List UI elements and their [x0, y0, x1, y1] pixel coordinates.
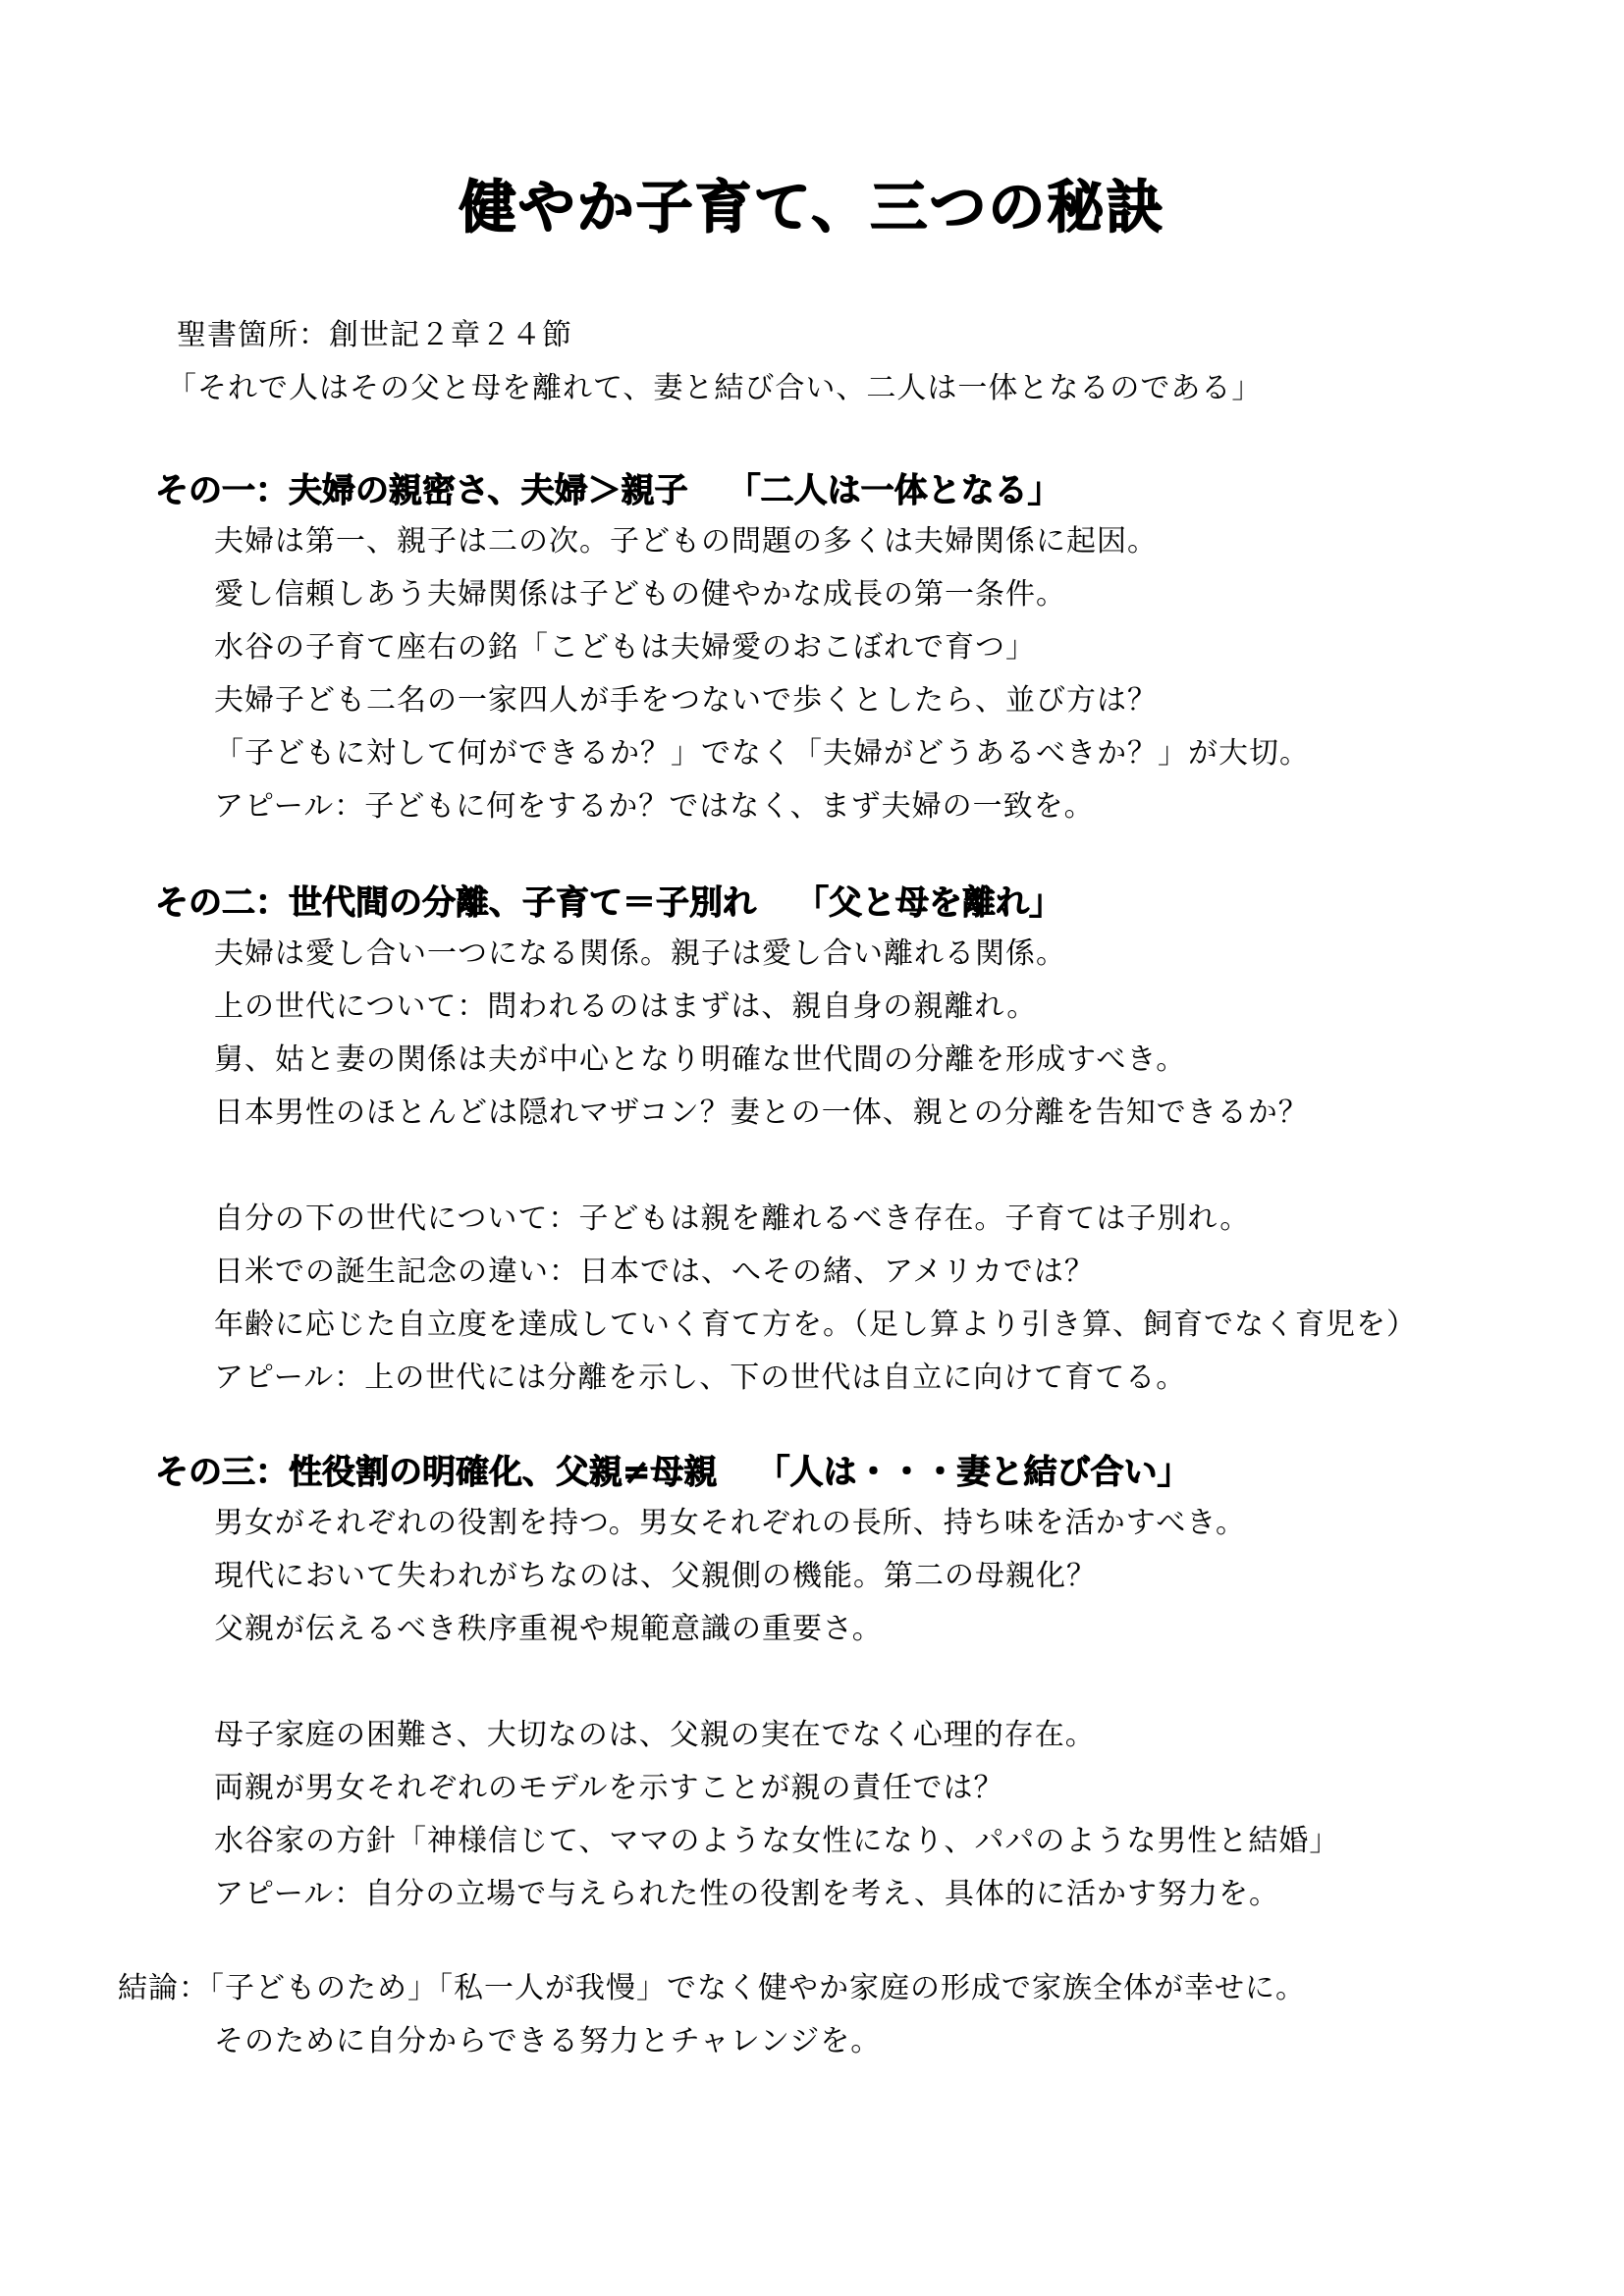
section-2-line: 年齢に応じた自立度を達成していく育て方を。（足し算より引き算、飼育でなく育児を） [214, 1308, 1417, 1342]
section-2-line: 夫婦は愛し合い一つになる関係。親子は愛し合い離れる関係。 [214, 936, 1066, 971]
section-3-line: 現代において失われがちなのは、父親側の機能。第二の母親化？ [214, 1559, 1097, 1593]
scripture-reference: 聖書箇所：創世記２章２４節 [177, 318, 572, 352]
section-3-heading-quote: 「人は・・・妻と結び合い」 [756, 1453, 1191, 1492]
section-2-line: アピール：上の世代には分離を示し、下の世代は自立に向けて育てる。 [214, 1361, 1187, 1395]
section-3-heading [155, 1451, 1191, 1494]
section-2-line: 日米での誕生記念の違い：日本では、へその緒、アメリカでは？ [214, 1255, 1095, 1289]
section-3-line: 両親が男女それぞれのモデルを示すことが親の責任では？ [214, 1771, 1004, 1805]
section-1-heading-text: その一：夫婦の親密さ、夫婦＞親子 [155, 471, 688, 510]
section-2-heading-text: その二：世代間の分離、子育て＝子別れ [155, 883, 756, 923]
section-3-line: 母子家庭の困難さ、大切なのは、父親の実在でなく心理的存在。 [214, 1718, 1096, 1752]
section-2-line: 日本男性のほとんどは隠れマザコン？妻との一体、親との分離を告知できるか？ [214, 1095, 1309, 1130]
page-title: 健やか子育て、三つの秘訣 [459, 174, 1165, 240]
section-2-line: 上の世代について：問われるのはまずは、親自身の親離れ。 [214, 989, 1038, 1024]
scripture-quote: 「それで人はその父と母を離れて、妻と結び合い、二人は一体となるのである」 [167, 371, 1263, 405]
section-1-line: 「子どもに対して何ができるか？」でなく「夫婦がどうあるべきか？」が大切。 [214, 736, 1310, 771]
section-3-line: 男女がそれぞれの役割を持つ。男女それぞれの長所、持ち味を活かすべき。 [214, 1506, 1246, 1540]
conclusion-line-1: 結論：「子どものため」「私一人が我慢」でなく健やか家庭の形成で家族全体が幸せに。 [118, 1971, 1306, 2005]
section-2-line: 舅、姑と妻の関係は夫が中心となり明確な世代間の分離を形成すべき。 [214, 1042, 1187, 1077]
section-1-line: 水谷の子育て座右の銘「こどもは夫婦愛のおこぼれで育つ」 [214, 630, 1036, 665]
section-1-line: 夫婦子ども二名の一家四人が手をつないで歩くとしたら、並び方は？ [214, 683, 1158, 718]
section-2-line: 自分の下の世代について：子どもは親を離れるべき存在。子育ては子別れ。 [214, 1201, 1251, 1236]
conclusion-line-2: そのために自分からできる努力とチャレンジを。 [214, 2024, 882, 2058]
section-1-line: 愛し信頼しあう夫婦関係は子どもの健やかな成長の第一条件。 [214, 577, 1066, 612]
section-1-line: アピール：子どもに何をするか？ではなく、まず夫婦の一致を。 [214, 789, 1095, 824]
section-1-line: 夫婦は第一、親子は二の次。子どもの問題の多くは夫婦関係に起因。 [214, 524, 1158, 559]
section-1-heading [155, 469, 1061, 512]
section-3-line: 水谷家の方針「神様信じて、ママのような女性になり、パパのような男性と結婚」 [214, 1824, 1340, 1858]
section-3-heading-text: その三：性役割の明確化、父親≠母親 [155, 1453, 718, 1492]
section-2-heading-quote: 「父と母を離れ」 [795, 883, 1062, 923]
section-3-line: アピール：自分の立場で与えられた性の役割を考え、具体的に活かす努力を。 [214, 1877, 1279, 1911]
section-2-heading [155, 881, 1062, 925]
section-1-heading-quote: 「二人は一体となる」 [727, 471, 1061, 510]
section-3-line: 父親が伝えるべき秩序重視や規範意識の重要さ。 [214, 1612, 883, 1646]
